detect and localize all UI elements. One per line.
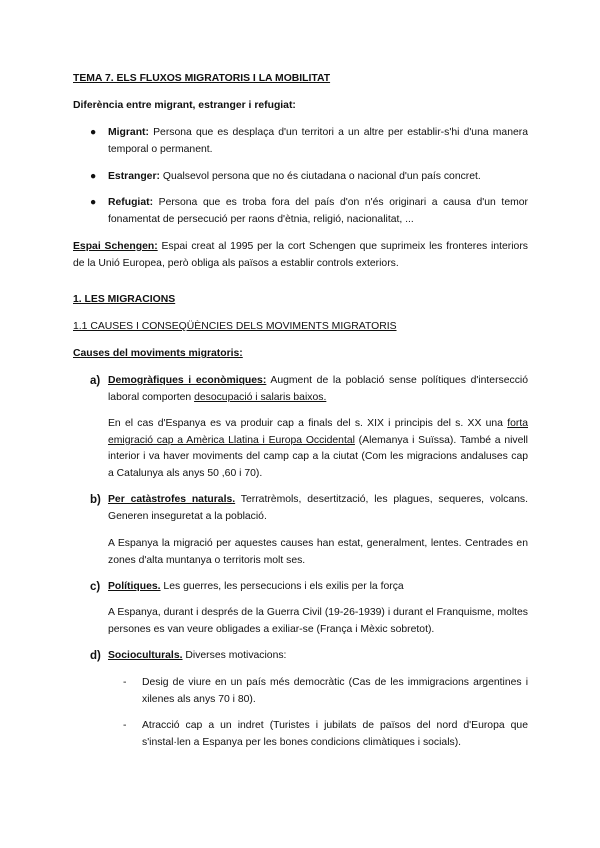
list-item: Desig de viure en un país més democràtic (Cas de les immigracions argentines i xilenes als anys 70 i 80). bbox=[142, 677, 528, 705]
definition-text: Espai creat al 1995 per la cort Schengen que suprimeix les fronteres interiors de la Unió Europea, però obliga als països a establir controls exteriors. bbox=[73, 241, 528, 269]
cause-b-paragraph: A Espanya la migració per aquestes causes han estat, generalment, lentes. Centrades en zones d'alta muntanya o territoris molt ses. bbox=[108, 538, 528, 566]
list-marker: c) bbox=[90, 581, 101, 593]
definition-estranger bbox=[108, 169, 528, 186]
text: Les guerres, les persecucions i els exilis per la força bbox=[160, 581, 404, 592]
bullet-icon: ● bbox=[90, 127, 97, 138]
cause-a bbox=[108, 373, 528, 406]
document-title: TEMA 7. ELS FLUXOS MIGRATORIS I LA MOBILITAT bbox=[73, 73, 331, 84]
section-heading: 1. LES MIGRACIONS bbox=[73, 294, 176, 305]
bullet-icon: ● bbox=[90, 171, 97, 182]
text: (Alemanya i Suïssa). També a nivell interior i va haver moviments del camp cap a la ciutat (Com les migracions andaluses cap a Catalunya als anys 50 ,60 i 70). bbox=[108, 434, 528, 479]
term: Socioculturals. bbox=[108, 650, 183, 661]
schengen-paragraph bbox=[73, 239, 528, 272]
causes-heading: Causes del moviments migratoris: bbox=[73, 348, 243, 359]
term: Per catàstrofes naturals. bbox=[108, 494, 236, 505]
term: Estranger: bbox=[108, 171, 160, 182]
text: En el cas d'Espanya es va produir cap a finals del s. XIX i principis del s. XX una bbox=[108, 418, 508, 429]
term: Polítiques. bbox=[108, 581, 161, 592]
dash-marker: - bbox=[123, 677, 127, 688]
term: Espai Schengen: bbox=[73, 241, 158, 252]
text: Augment de la població sense polítiques d'intersecció laboral comporten bbox=[108, 375, 529, 403]
definition-text: Qualsevol persona que no és ciutadana o nacional d'un país concret. bbox=[159, 171, 481, 182]
cause-b bbox=[108, 492, 528, 525]
list-item: Atracció cap a un indret (Turistes i jubilats de països del nord d'Europa que s'instal·len a Espanya per les bones condicions climàtiques i socials). bbox=[142, 720, 528, 748]
list-marker: a) bbox=[90, 375, 101, 387]
text: Diverses motivacions: bbox=[182, 650, 287, 661]
definition-migrant bbox=[108, 125, 528, 158]
term: Refugiat: bbox=[108, 197, 154, 208]
cause-a-paragraph bbox=[108, 416, 528, 482]
list-marker: b) bbox=[90, 494, 101, 506]
definition-text: Persona que es troba fora del país d'on n'és originari a causa d'un temor fonamentat de persecució per raons d'ètnia, religió, nacionalitat, ... bbox=[108, 197, 528, 225]
list-marker: d) bbox=[90, 650, 101, 662]
cause-c bbox=[108, 579, 528, 596]
underlined-text: forta emigració cap a Amèrica Llatina i Europa Occidental bbox=[108, 418, 528, 446]
dash-marker: - bbox=[123, 720, 127, 731]
definition-text: Persona que es desplaça d'un territori a un altre per establir-s'hi d'una manera temporal o permanent. bbox=[108, 127, 528, 155]
cause-c-paragraph: A Espanya, durant i després de la Guerra Civil (19-26-1939) i durant el Franquisme, moltes persones es van veure obligades a exiliar-se (França i Mèxic sobretot). bbox=[108, 607, 528, 635]
term: Migrant: bbox=[108, 127, 149, 138]
definitions-heading: Diferència entre migrant, estranger i refugiat: bbox=[73, 100, 296, 111]
bullet-icon: ● bbox=[90, 197, 97, 208]
term: Demogràfiques i econòmiques: bbox=[108, 375, 267, 386]
text: Terratrèmols, desertització, les plagues, sequeres, volcans. Generen inseguretat a la població. bbox=[108, 494, 528, 522]
subsection-heading: 1.1 CAUSES I CONSEQÜÈNCIES DELS MOVIMENTS MIGRATORIS bbox=[73, 321, 397, 332]
cause-d bbox=[108, 648, 528, 665]
underlined-text: desocupació i salaris baixos. bbox=[194, 391, 327, 403]
definition-refugiat bbox=[108, 195, 528, 228]
